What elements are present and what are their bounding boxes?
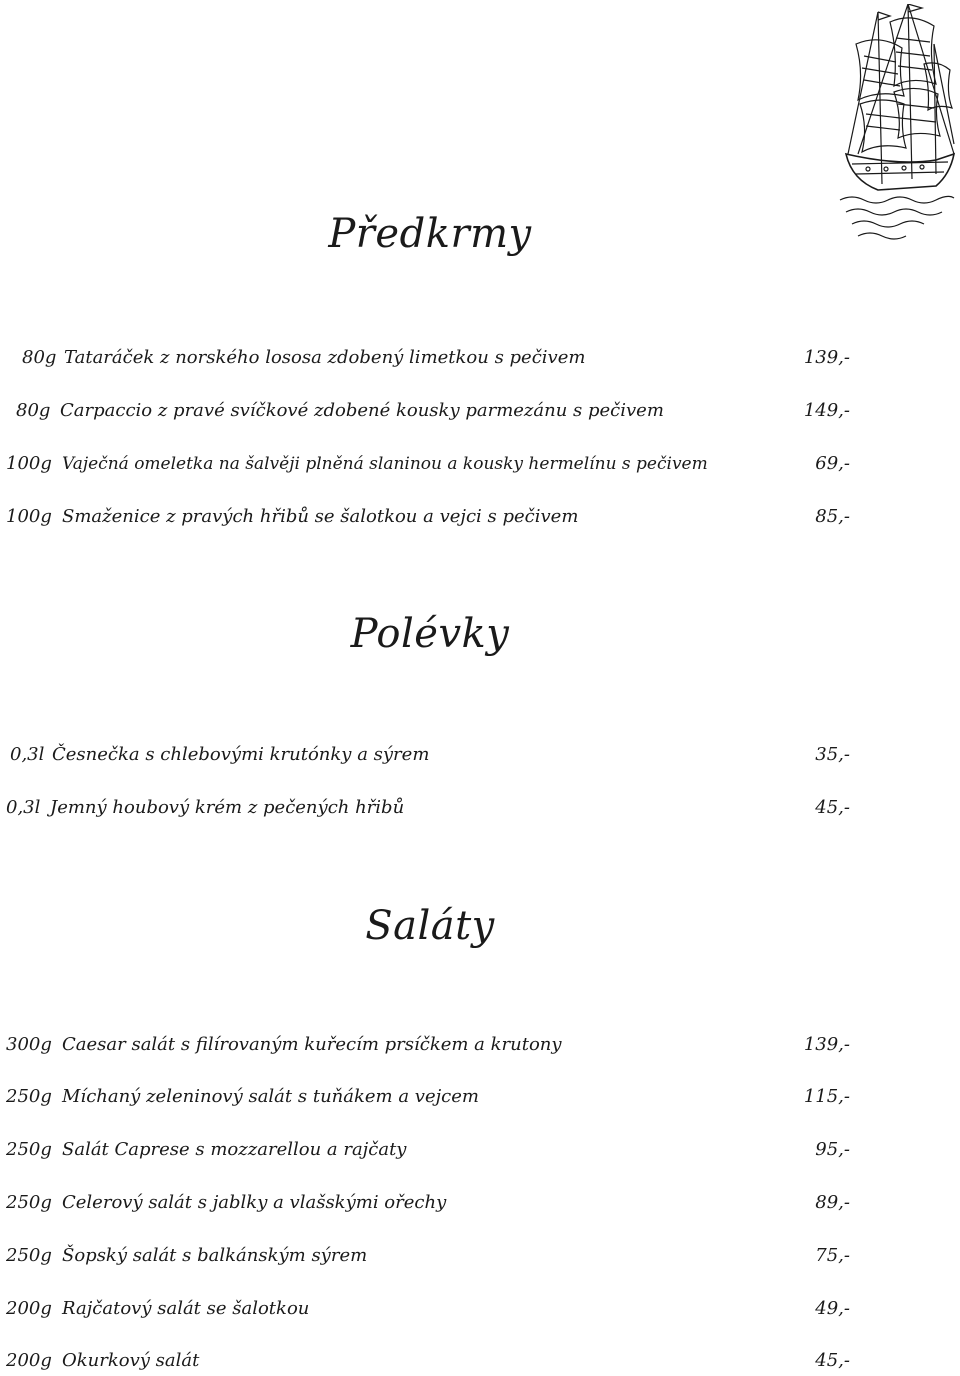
menu-item — [0, 1083, 960, 1111]
menu-item — [0, 1242, 960, 1270]
item-price: 95,- — [815, 1139, 850, 1160]
item-quantity: 250g — [6, 1139, 52, 1160]
item-name: Celerový salát s jablky a vlašskými ořechy — [62, 1192, 447, 1213]
sailing-ship-icon — [838, 4, 956, 244]
item-name: Caesar salát s filírovaným kuřecím prsíčkem a krutony — [62, 1034, 562, 1055]
item-name: Míchaný zeleninový salát s tuňákem a vejcem — [62, 1086, 479, 1107]
item-name: Okurkový salát — [62, 1350, 200, 1371]
item-name: Česnečka s chlebovými krutónky a sýrem — [52, 744, 430, 765]
item-quantity: 80g — [16, 400, 51, 421]
menu-item — [0, 741, 960, 769]
item-name: Smaženice z pravých hřibů se šalotkou a vejci s pečivem — [62, 506, 579, 527]
item-name: Šopský salát s balkánským sýrem — [62, 1245, 368, 1266]
section-title-salaty: Saláty — [365, 903, 495, 949]
item-quantity: 0,3l — [10, 744, 45, 765]
item-quantity: 300g — [6, 1034, 52, 1055]
item-price: 35,- — [815, 744, 850, 765]
item-quantity: 250g — [6, 1192, 52, 1213]
item-price: 45,- — [815, 1350, 850, 1371]
item-price: 89,- — [815, 1192, 850, 1213]
item-name: Rajčatový salát se šalotkou — [62, 1298, 310, 1319]
item-price: 45,- — [815, 797, 850, 818]
item-quantity: 100g — [6, 506, 52, 527]
menu-item — [0, 503, 960, 531]
item-quantity: 0,3l — [6, 797, 41, 818]
item-name: Jemný houbový krém z pečených hřibů — [50, 797, 405, 818]
menu-item — [0, 1295, 960, 1323]
item-price: 85,- — [815, 506, 850, 527]
menu-item — [0, 1136, 960, 1164]
menu-item — [0, 397, 960, 425]
item-quantity: 100g — [6, 453, 52, 474]
item-quantity: 200g — [6, 1298, 52, 1319]
item-price: 115,- — [803, 1086, 850, 1107]
item-name: Tataráček z norského lososa zdobený limetkou s pečivem — [64, 347, 586, 368]
menu-item — [0, 344, 960, 372]
menu-item — [0, 1189, 960, 1217]
item-quantity: 200g — [6, 1350, 52, 1371]
item-price: 139,- — [803, 347, 850, 368]
item-price: 139,- — [803, 1034, 850, 1055]
section-title-polevky: Polévky — [350, 611, 510, 657]
item-name: Vaječná omeletka na šalvěji plněná slaninou a kousky hermelínu s pečivem — [62, 454, 708, 474]
menu-item — [0, 794, 960, 822]
section-title-predkrmy: Předkrmy — [328, 211, 532, 257]
menu-item — [0, 450, 960, 478]
item-name: Salát Caprese s mozzarellou a rajčaty — [62, 1139, 407, 1160]
item-price: 49,- — [815, 1298, 850, 1319]
item-price: 69,- — [815, 453, 850, 474]
item-quantity: 250g — [6, 1086, 52, 1107]
item-name: Carpaccio z pravé svíčkové zdobené kousky parmezánu s pečivem — [60, 400, 664, 421]
item-price: 149,- — [803, 400, 850, 421]
menu-item — [0, 1347, 960, 1375]
item-quantity: 80g — [22, 347, 57, 368]
item-price: 75,- — [815, 1245, 850, 1266]
item-quantity: 250g — [6, 1245, 52, 1266]
menu-item — [0, 1031, 960, 1059]
